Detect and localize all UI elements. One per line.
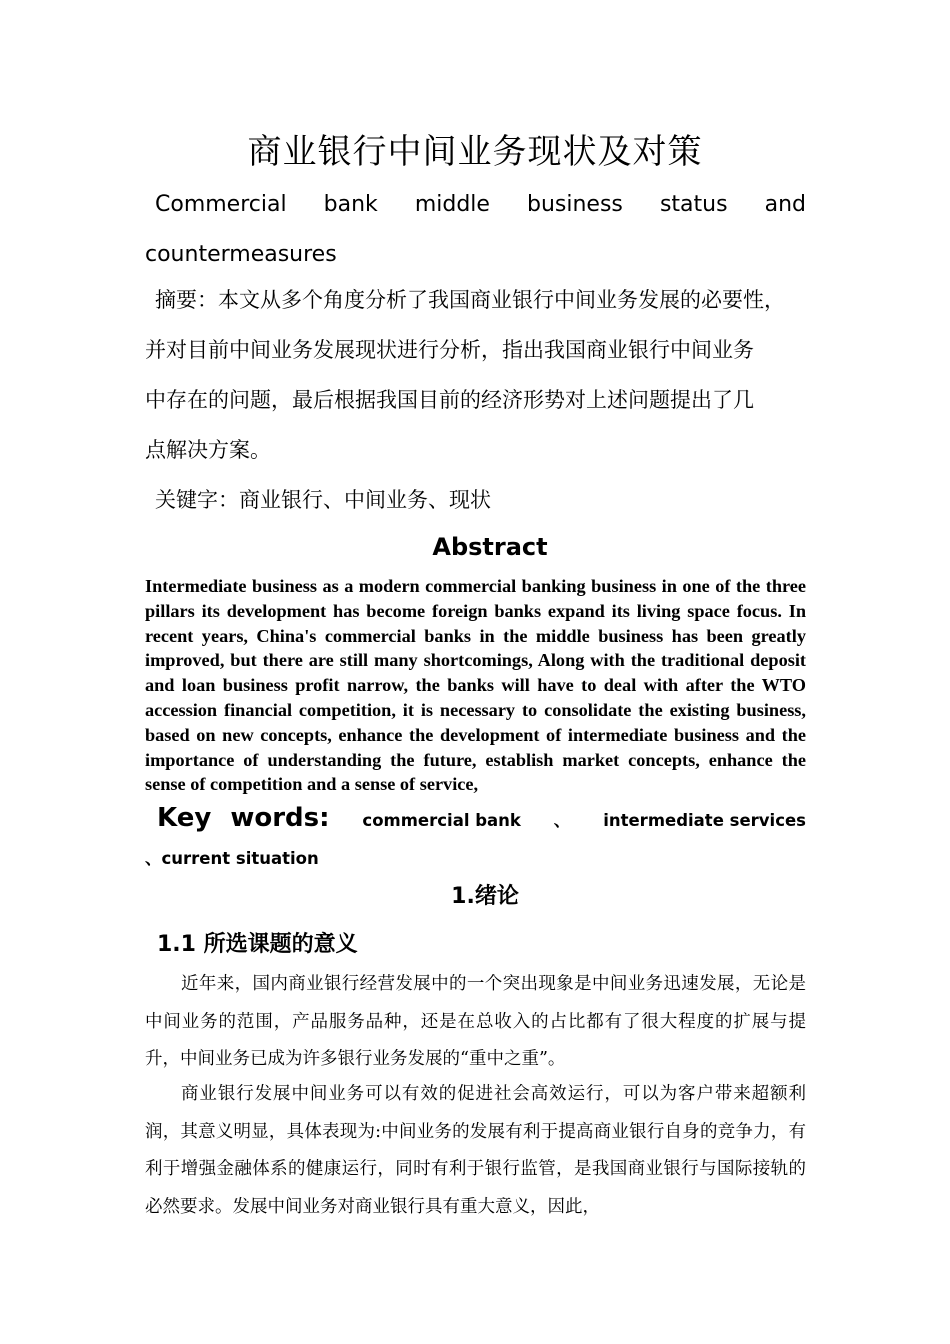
summary-line: 摘要：本文从多个角度分析了我国商业银行中间业务发展的必要性， bbox=[155, 288, 785, 312]
subsection-number: 1.1 bbox=[157, 932, 196, 957]
abstract-heading: Abstract bbox=[432, 533, 548, 561]
english-title-word: and bbox=[764, 192, 806, 217]
body-paragraph: 商业银行发展中间业务可以有效的促进社会高效运行，可以为客户带来超额利润，其意义明显，具体表现为:中间业务的发展有利于提高商业银行自身的竞争力，有利于增强金融体系的健康运行，同时有利于银行监管，是我国商业银行与国际接轨的必然要求。发展中间业务对商业银行具有重大意义，因此， bbox=[145, 1084, 806, 1217]
english-title-word: status bbox=[659, 192, 728, 217]
subsection-title: 所选课题的意义 bbox=[203, 932, 358, 957]
english-title bbox=[145, 180, 806, 280]
english-title-word: bank bbox=[323, 192, 378, 217]
keyword-separator: 、 bbox=[553, 811, 571, 830]
english-title-word: Commercial bbox=[155, 192, 287, 217]
body-paragraph: 近年来，国内商业银行经营发展中的一个突出现象是中间业务迅速发展，无论是中间业务的范围，产品服务品种，还是在总收入的占比都有了很大程度的扩展与提升，中间业务已成为许多银行业务发展的“重中之重”。 bbox=[145, 974, 806, 1069]
keywords-label: Key words: bbox=[157, 803, 330, 833]
english-title-word: business bbox=[527, 192, 623, 217]
keywords-en-line2: 、current situation bbox=[145, 849, 319, 868]
section-heading: 1.绪论 bbox=[451, 884, 519, 909]
keywords-en-line1 bbox=[145, 803, 806, 841]
keywords-cn: 关键字：商业银行、中间业务、现状 bbox=[155, 488, 491, 512]
summary-line: 并对目前中间业务发展现状进行分析，指出我国商业银行中间业务 bbox=[145, 338, 754, 362]
summary-line: 中存在的问题，最后根据我国目前的经济形势对上述问题提出了几 bbox=[145, 388, 754, 412]
summary-line: 点解决方案。 bbox=[145, 438, 271, 462]
english-title-word: middle bbox=[414, 192, 490, 217]
keywords-en bbox=[145, 803, 806, 869]
keyword-item: intermediate services bbox=[603, 811, 806, 830]
english-title-line1 bbox=[145, 180, 806, 230]
document-title: 商业银行中间业务现状及对策 bbox=[247, 132, 703, 172]
subsection-heading bbox=[157, 928, 358, 962]
keyword-item: commercial bank bbox=[362, 811, 521, 830]
abstract-text: Intermediate business as a modern commercial banking business in one of the three pillars its development has become foreign banks expand its living space focus. In recent years, China's commercial banks in the middle business has been greatly improved, but there are still many shortcomings, Along with the traditional deposit and loan business profit narrow, the banks will have to deal with after the WTO accession financial competition, it is necessary to consolidate the existing business, based on new concepts, enhance the development of intermediate business and the importance of understanding the future, establish market concepts, enhance the sense of competition and a sense of service, bbox=[145, 576, 806, 795]
english-title-line2: countermeasures bbox=[145, 242, 337, 267]
